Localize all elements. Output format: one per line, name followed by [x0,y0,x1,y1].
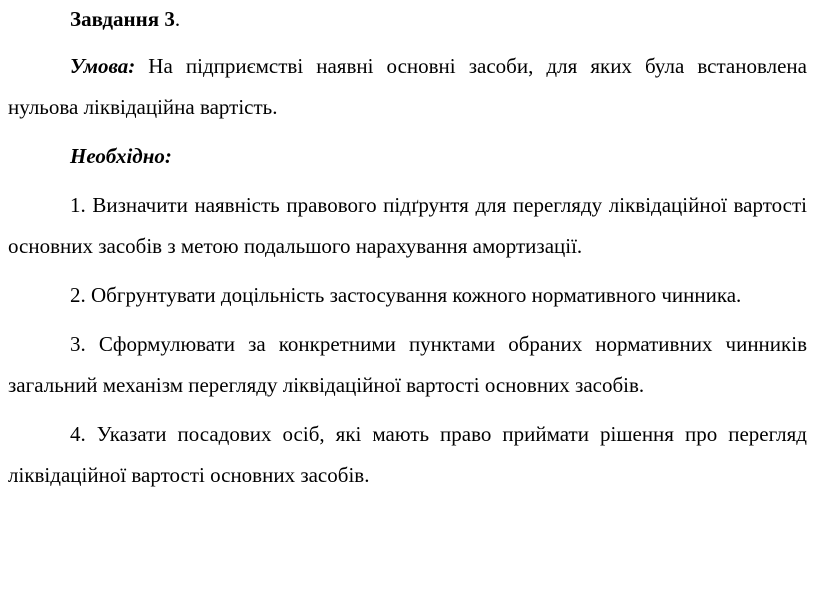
required-label: Необхідно: [70,144,172,168]
requirement-item-3: 3. Сформулювати за конкретними пунктами обраних нормативних чинників загальний механізм перегляду ліквідаційної вартості основних засобів. [8,332,807,397]
requirement-item-4: 4. Указати посадових осіб, які мають право приймати рішення про перегляд ліквідаційної вартості основних засобів. [8,422,807,487]
requirement-item-2: 2. Обгрунтувати доцільність застосування кожного нормативного чинника. [70,283,742,307]
task-title: Завдання 3 [70,7,175,31]
condition-paragraph [8,46,807,128]
requirement-item-1: 1. Визначити наявність правового підґрунтя для перегляду ліквідаційної вартості основних засобів з метою подальшого нарахування амортизації. [8,193,807,258]
required-heading [8,136,807,177]
task-title-punct: . [174,7,181,31]
condition-label: Умова: [70,54,136,78]
condition-text: На підприємстві наявні основні засоби, для яких була встановлена нульова ліквідаційна вартість. [8,54,807,119]
task-heading [8,0,807,38]
